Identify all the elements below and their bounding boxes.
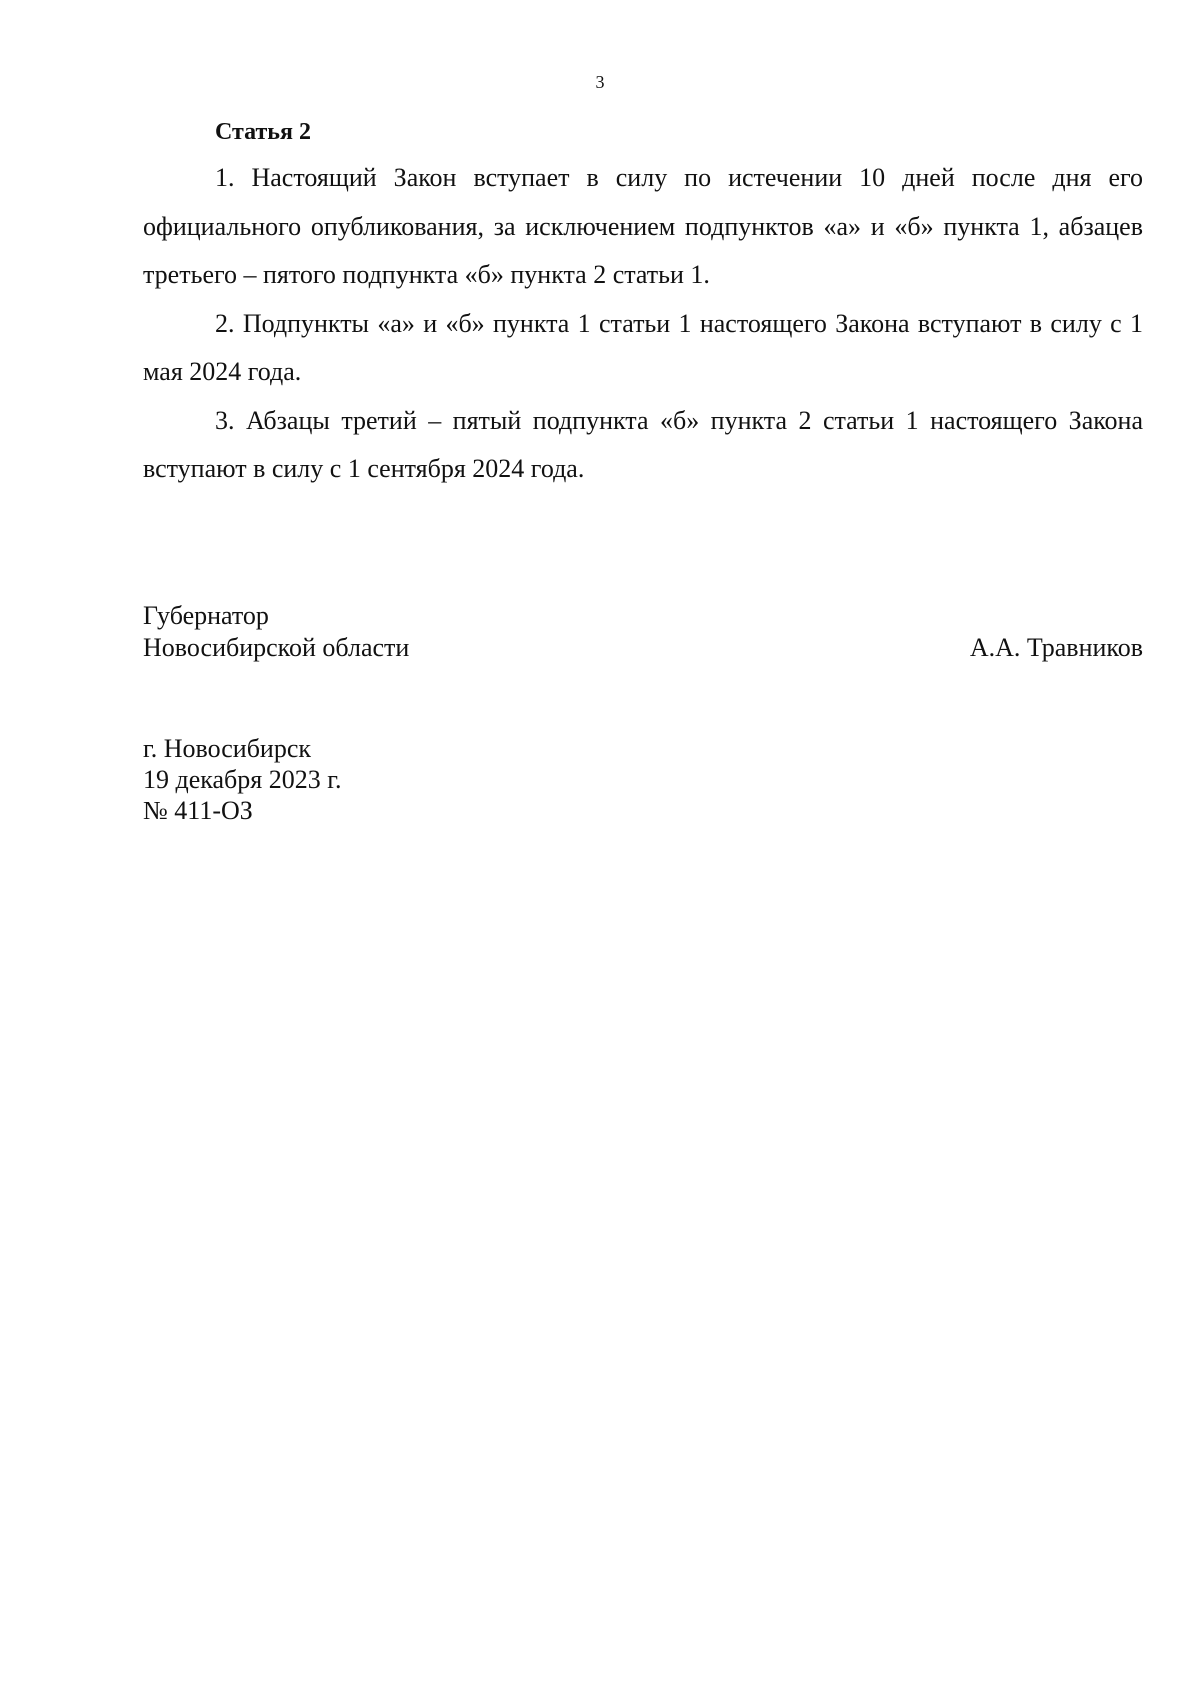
issuance-date: 19 декабря 2023 г.	[143, 765, 342, 794]
signature-row	[143, 632, 1143, 664]
article-heading: Статья 2	[215, 119, 311, 145]
issuance-city: г. Новосибирск	[143, 734, 312, 763]
signatory-name: А.А. Травников	[969, 633, 1143, 662]
signatory-position-line1: Губернатор	[143, 601, 269, 630]
article-paragraph-1: 1. Настоящий Закон вступает в силу по истечении 10 дней после дня его официального опубликования, за исключением подпунктов «а» и «б» пункта 1, абзацев третьего – пятого подпункта «б» пункта 2 статьи 1.	[143, 163, 1143, 289]
page-number: 3	[595, 72, 605, 92]
article-body	[143, 110, 1143, 494]
law-number: № 411-ОЗ	[143, 796, 253, 825]
issuance-block	[143, 733, 743, 826]
signature-block	[143, 600, 1143, 664]
signatory-position-line2: Новосибирской области	[143, 633, 410, 662]
article-paragraph-2: 2. Подпункты «а» и «б» пункта 1 статьи 1 настоящего Закона вступают в силу с 1 мая 2024 года.	[143, 308, 1143, 386]
article-paragraph-3: 3. Абзацы третий – пятый подпункта «б» пункта 2 статьи 1 настоящего Закона вступают в силу с 1 сентября 2024 года.	[143, 405, 1143, 483]
